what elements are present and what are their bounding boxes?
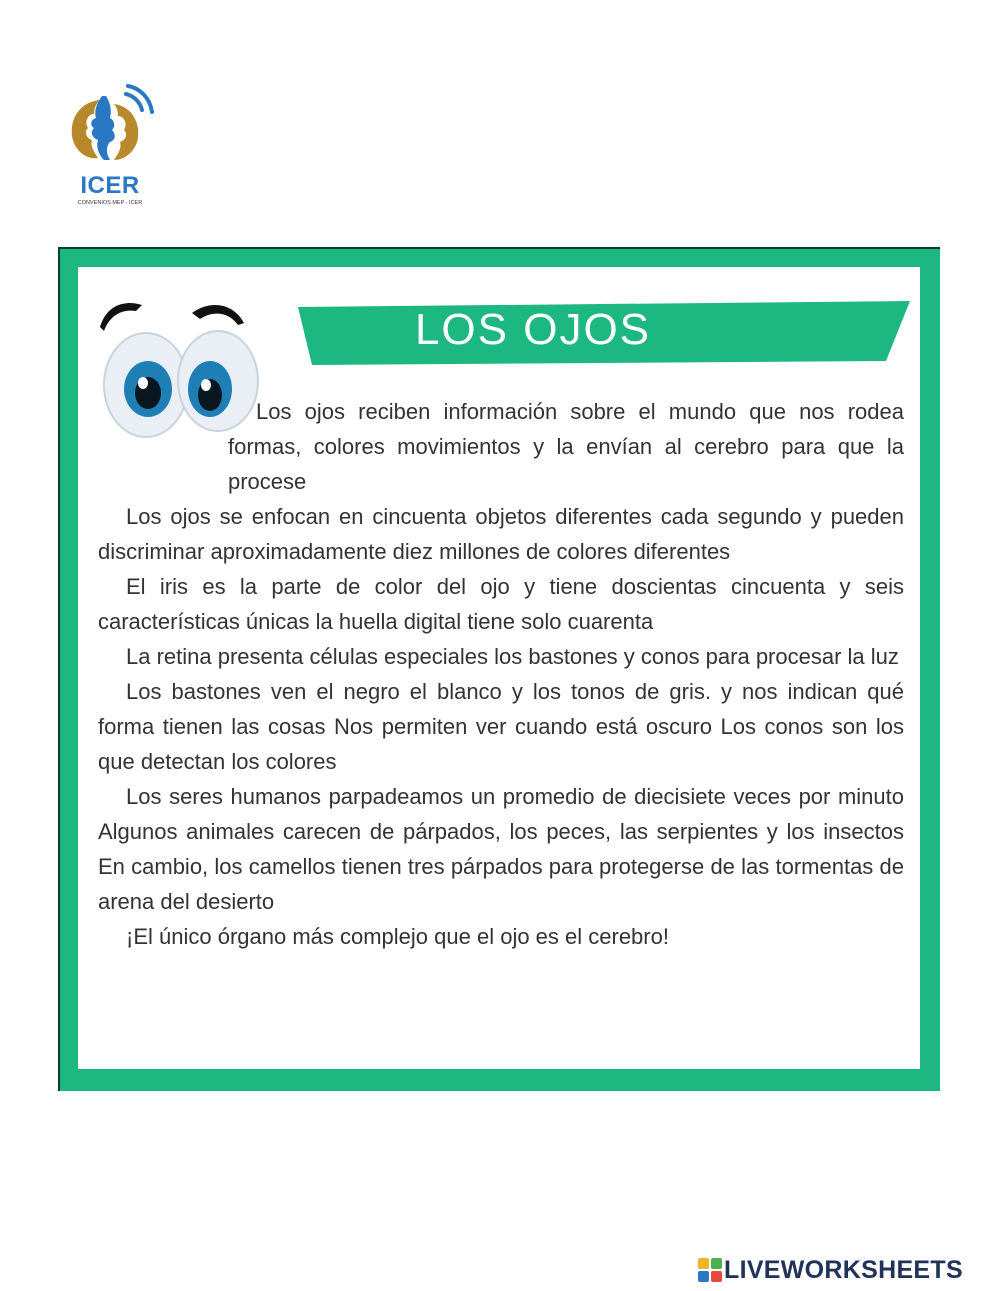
paragraph-7: ¡El único órgano más complejo que el ojo es el cerebro! xyxy=(126,924,669,949)
icer-emblem-icon xyxy=(64,84,156,174)
reading-card xyxy=(58,247,940,1091)
paragraph-3: El iris es la parte de color del ojo y tiene doscientas cincuenta y seis características únicas la huella digital tiene solo cuarenta xyxy=(98,574,904,634)
liveworksheets-footer[interactable] xyxy=(698,1256,963,1284)
paragraph-4: La retina presenta células especiales los bastones y conos para procesar la luz xyxy=(126,644,899,669)
logo-subtitle: CONVENIOS MEP - ICER xyxy=(77,200,143,206)
liveworksheets-logo-icon xyxy=(698,1258,722,1282)
reading-card-body xyxy=(78,267,920,1069)
page-title: LOS OJOS xyxy=(414,305,652,354)
icer-logo xyxy=(60,84,160,214)
paragraph-6: Los seres humanos parpadeamos un promedio de diecisiete veces por minuto Algunos animales carecen de párpados, los peces, las serpientes y los insectos En cambio, los camellos tienen tres párpados para protegerse de las tormentas de arena del desierto xyxy=(98,784,904,914)
paragraph-2: Los ojos se enfocan en cincuenta objetos diferentes cada segundo y pueden discriminar aproximadamente diez millones de colores diferentes xyxy=(98,504,904,564)
reading-text xyxy=(98,394,904,954)
logo-title: ICER xyxy=(80,172,140,199)
liveworksheets-brand: LIVEWORKSHEETS xyxy=(724,1255,963,1284)
paragraph-1: Los ojos reciben información sobre el mundo que nos rodea formas, colores movimientos y la envían al cerebro para que la procese xyxy=(228,399,904,494)
paragraph-5: Los bastones ven el negro el blanco y los tonos de gris. y nos indican qué forma tienen las cosas Nos permiten ver cuando está oscuro Los conos son los que detectan los colores xyxy=(98,679,904,774)
